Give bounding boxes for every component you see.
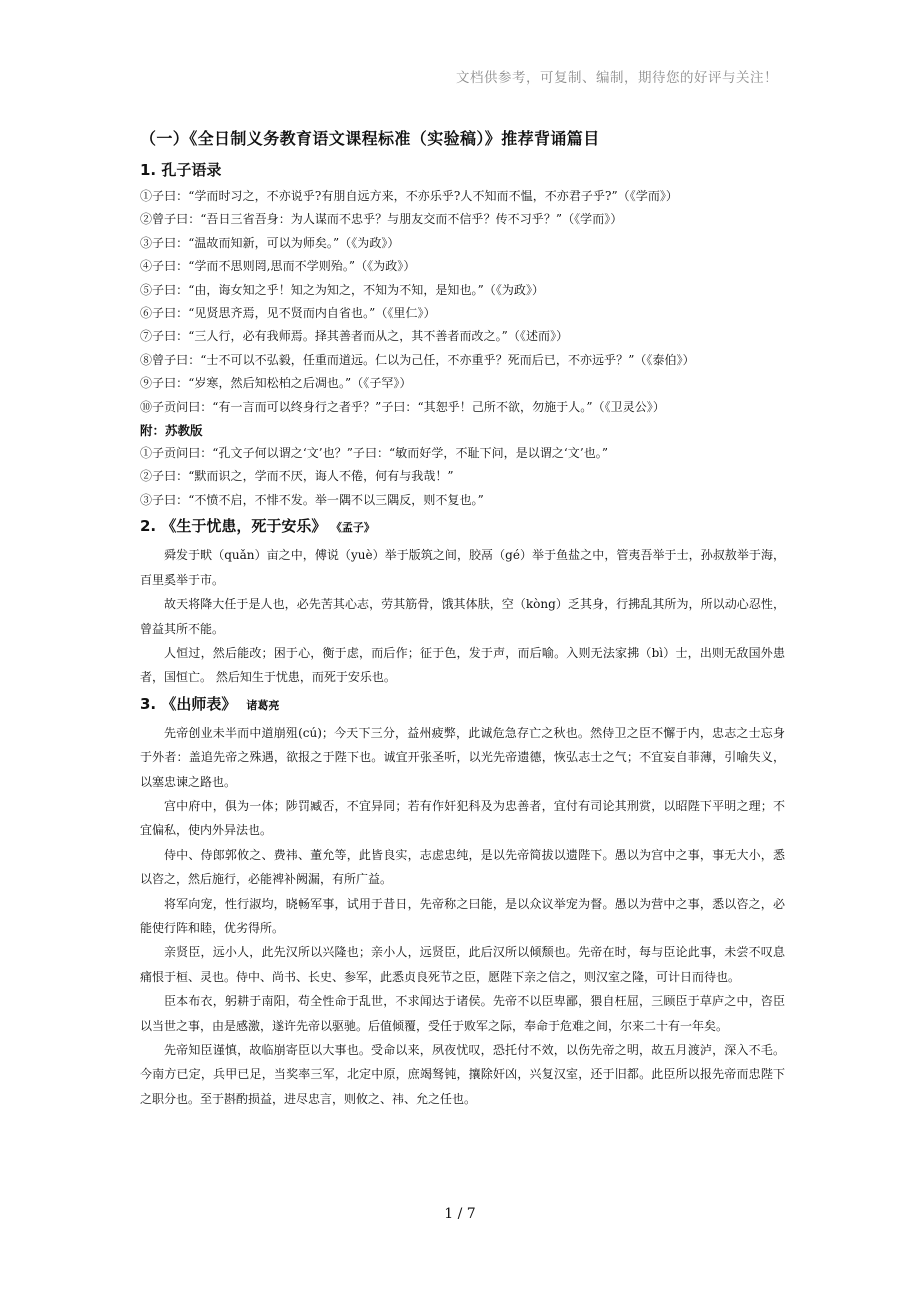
section-source: 诸葛亮 bbox=[246, 698, 280, 712]
appendix-heading: 附：苏教版 bbox=[140, 423, 203, 439]
quote-line: ⑨子曰：“岁寒，然后知松柏之后凋也。”（《子罕》） bbox=[140, 376, 412, 391]
appendix-quote-line: ②子曰：“默而识之，学而不厌，诲人不倦，何有与我哉！” bbox=[140, 469, 454, 484]
body-paragraph: 宫中府中，俱为一体；陟罚臧否，不宜异同；若有作奸犯科及为忠善者，宜付有司论其刑赏，以昭陛下平明之理；不宜偏私，使内外异法也。 bbox=[140, 798, 785, 838]
quote-line: ⑦子曰：“三人行，必有我师焉。择其善者而从之，其不善者而改之。”（《述而》） bbox=[140, 329, 569, 344]
section-heading-mencius bbox=[140, 515, 785, 539]
document-body bbox=[140, 126, 785, 1111]
quote-line: ⑤子曰：“由，诲女知之乎！知之为知之，不知为不知，是知也。”（《为政》） bbox=[140, 282, 545, 297]
quote-line: ⑩子贡问曰：“有一言而可以终身行之者乎？”子曰：“其恕乎！己所不欲，勿施于人。”（《卫灵公》） bbox=[140, 399, 665, 414]
document-title: （一）《全日制义务教育语文课程标准（实验稿）》推荐背诵篇目 bbox=[140, 129, 600, 148]
quote-line: ①子曰：“学而时习之，不亦说乎?有朋自远方来，不亦乐乎?人不知而不愠，不亦君子乎?”（《学而》） bbox=[140, 189, 678, 203]
confucius-quotes-list bbox=[140, 185, 785, 419]
quote-line: ⑧曾子曰：“士不可以不弘毅，任重而道远。仁以为己任，不亦重乎？死而后已，不亦远乎？”（《泰伯》） bbox=[140, 352, 695, 367]
quote-line: ③子曰：“温故而知新，可以为师矣。”（《为政》） bbox=[140, 235, 400, 250]
section-heading-chushibiao bbox=[140, 693, 785, 717]
body-paragraph: 先帝知臣谨慎，故临崩寄臣以大事也。受命以来，夙夜忧叹，恐托付不效，以伤先帝之明，故五月渡泸，深入不毛。今南方已定，兵甲已足，当奖率三军，北定中原，庶竭驽钝，攘除奸凶，兴复汉室，还于旧都。此臣所以报先帝而忠陛下之职分也。至于斟酌损益，进尽忠言，则攸之、祎、允之任也。 bbox=[140, 1043, 785, 1106]
body-paragraph: 故天将降大任于是人也，必先苦其心志，劳其筋骨，饿其体肤，空（kòng）乏其身，行拂乱其所为，所以动心忍性，曾益其所不能。 bbox=[140, 597, 785, 636]
quote-line: ⑥子曰：“见贤思齐焉，见不贤而内自省也。”（《里仁》） bbox=[140, 306, 436, 321]
quote-line: ④子曰：“学而不思则罔,思而不学则殆。”（《为政》） bbox=[140, 259, 416, 274]
body-paragraph: 亲贤臣，远小人，此先汉所以兴隆也；亲小人，远贤臣，此后汉所以倾颓也。先帝在时，每与臣论此事，未尝不叹息痛恨于桓、灵也。侍中、尚书、长史、参军，此悉贞良死节之臣，愿陛下亲之信之，则汉室之隆，可计日而待也。 bbox=[140, 945, 785, 984]
document-header-note: 文档供参考，可复制、编制，期待您的好评与关注！ bbox=[456, 70, 778, 86]
appendix-quotes-list bbox=[140, 442, 785, 512]
appendix-quote-line: ①子贡问曰：“孔文子何以谓之‘文’也？”子曰：“敏而好学，不耻下问，是以谓之‘文’也。” bbox=[140, 446, 608, 461]
section-title: 3. 《出师表》 bbox=[140, 694, 237, 713]
body-paragraph: 臣本布衣，躬耕于南阳，苟全性命于乱世，不求闻达于诸侯。先帝不以臣卑鄙，猥自枉屈，三顾臣于草庐之中，咨臣以当世之事，由是感激，遂许先帝以驱驰。后值倾覆，受任于败军之际，奉命于危难之间，尔来二十有一年矣。 bbox=[140, 994, 785, 1033]
body-paragraph: 人恒过，然后能改；困于心，衡于虑，而后作；征于色，发于声，而后喻。入则无法家拂（bì）士，出则无敌国外患者，国恒亡。 然后知生于忧患，而死于安乐也。 bbox=[140, 645, 785, 685]
quote-line: ②曾子曰：“吾日三省吾身：为人谋而不忠乎？与朋友交而不信乎？传不习乎？”（《学而》） bbox=[140, 212, 623, 227]
section-source: 《孟子》 bbox=[336, 521, 375, 535]
body-paragraph: 将军向宠，性行淑均，晓畅军事，试用于昔日，先帝称之曰能，是以众议举宠为督。愚以为营中之事，悉以咨之，必能使行阵和睦，优劣得所。 bbox=[140, 896, 785, 935]
section-heading-confucius: 1. 孔子语录 bbox=[140, 161, 222, 179]
body-paragraph: 先帝创业未半而中道崩殂(cú)；今天下三分，益州疲弊，此诚危急存亡之秋也。然侍卫之臣不懈于内，忠志之士忘身于外者：盖追先帝之殊遇，欲报之于陛下也。诚宜开张圣听，以光先帝遗德，恢弘志士之气；不宜妄自菲薄，引喻失义，以塞忠谏之路也。 bbox=[140, 725, 785, 789]
page-number: 1 / 7 bbox=[444, 1206, 476, 1222]
body-paragraph: 舜发于畎（quǎn）亩之中，傅说（yuè）举于版筑之间，胶鬲（gé）举于鱼盐之中，管夷吾举于士，孙叔敖举于海，百里奚举于市。 bbox=[140, 548, 785, 587]
body-paragraph: 侍中、侍郎郭攸之、费祎、董允等，此皆良实，志虑忠纯，是以先帝简拔以遗陛下。愚以为宫中之事，事无大小，悉以咨之，然后施行，必能裨补阙漏，有所广益。 bbox=[140, 847, 785, 887]
appendix-quote-line: ③子曰：“不愤不启，不悱不发。举一隅不以三隅反，则不复也。” bbox=[140, 492, 484, 507]
section-title: 2. 《生于忧患，死于安乐》 bbox=[140, 517, 327, 536]
